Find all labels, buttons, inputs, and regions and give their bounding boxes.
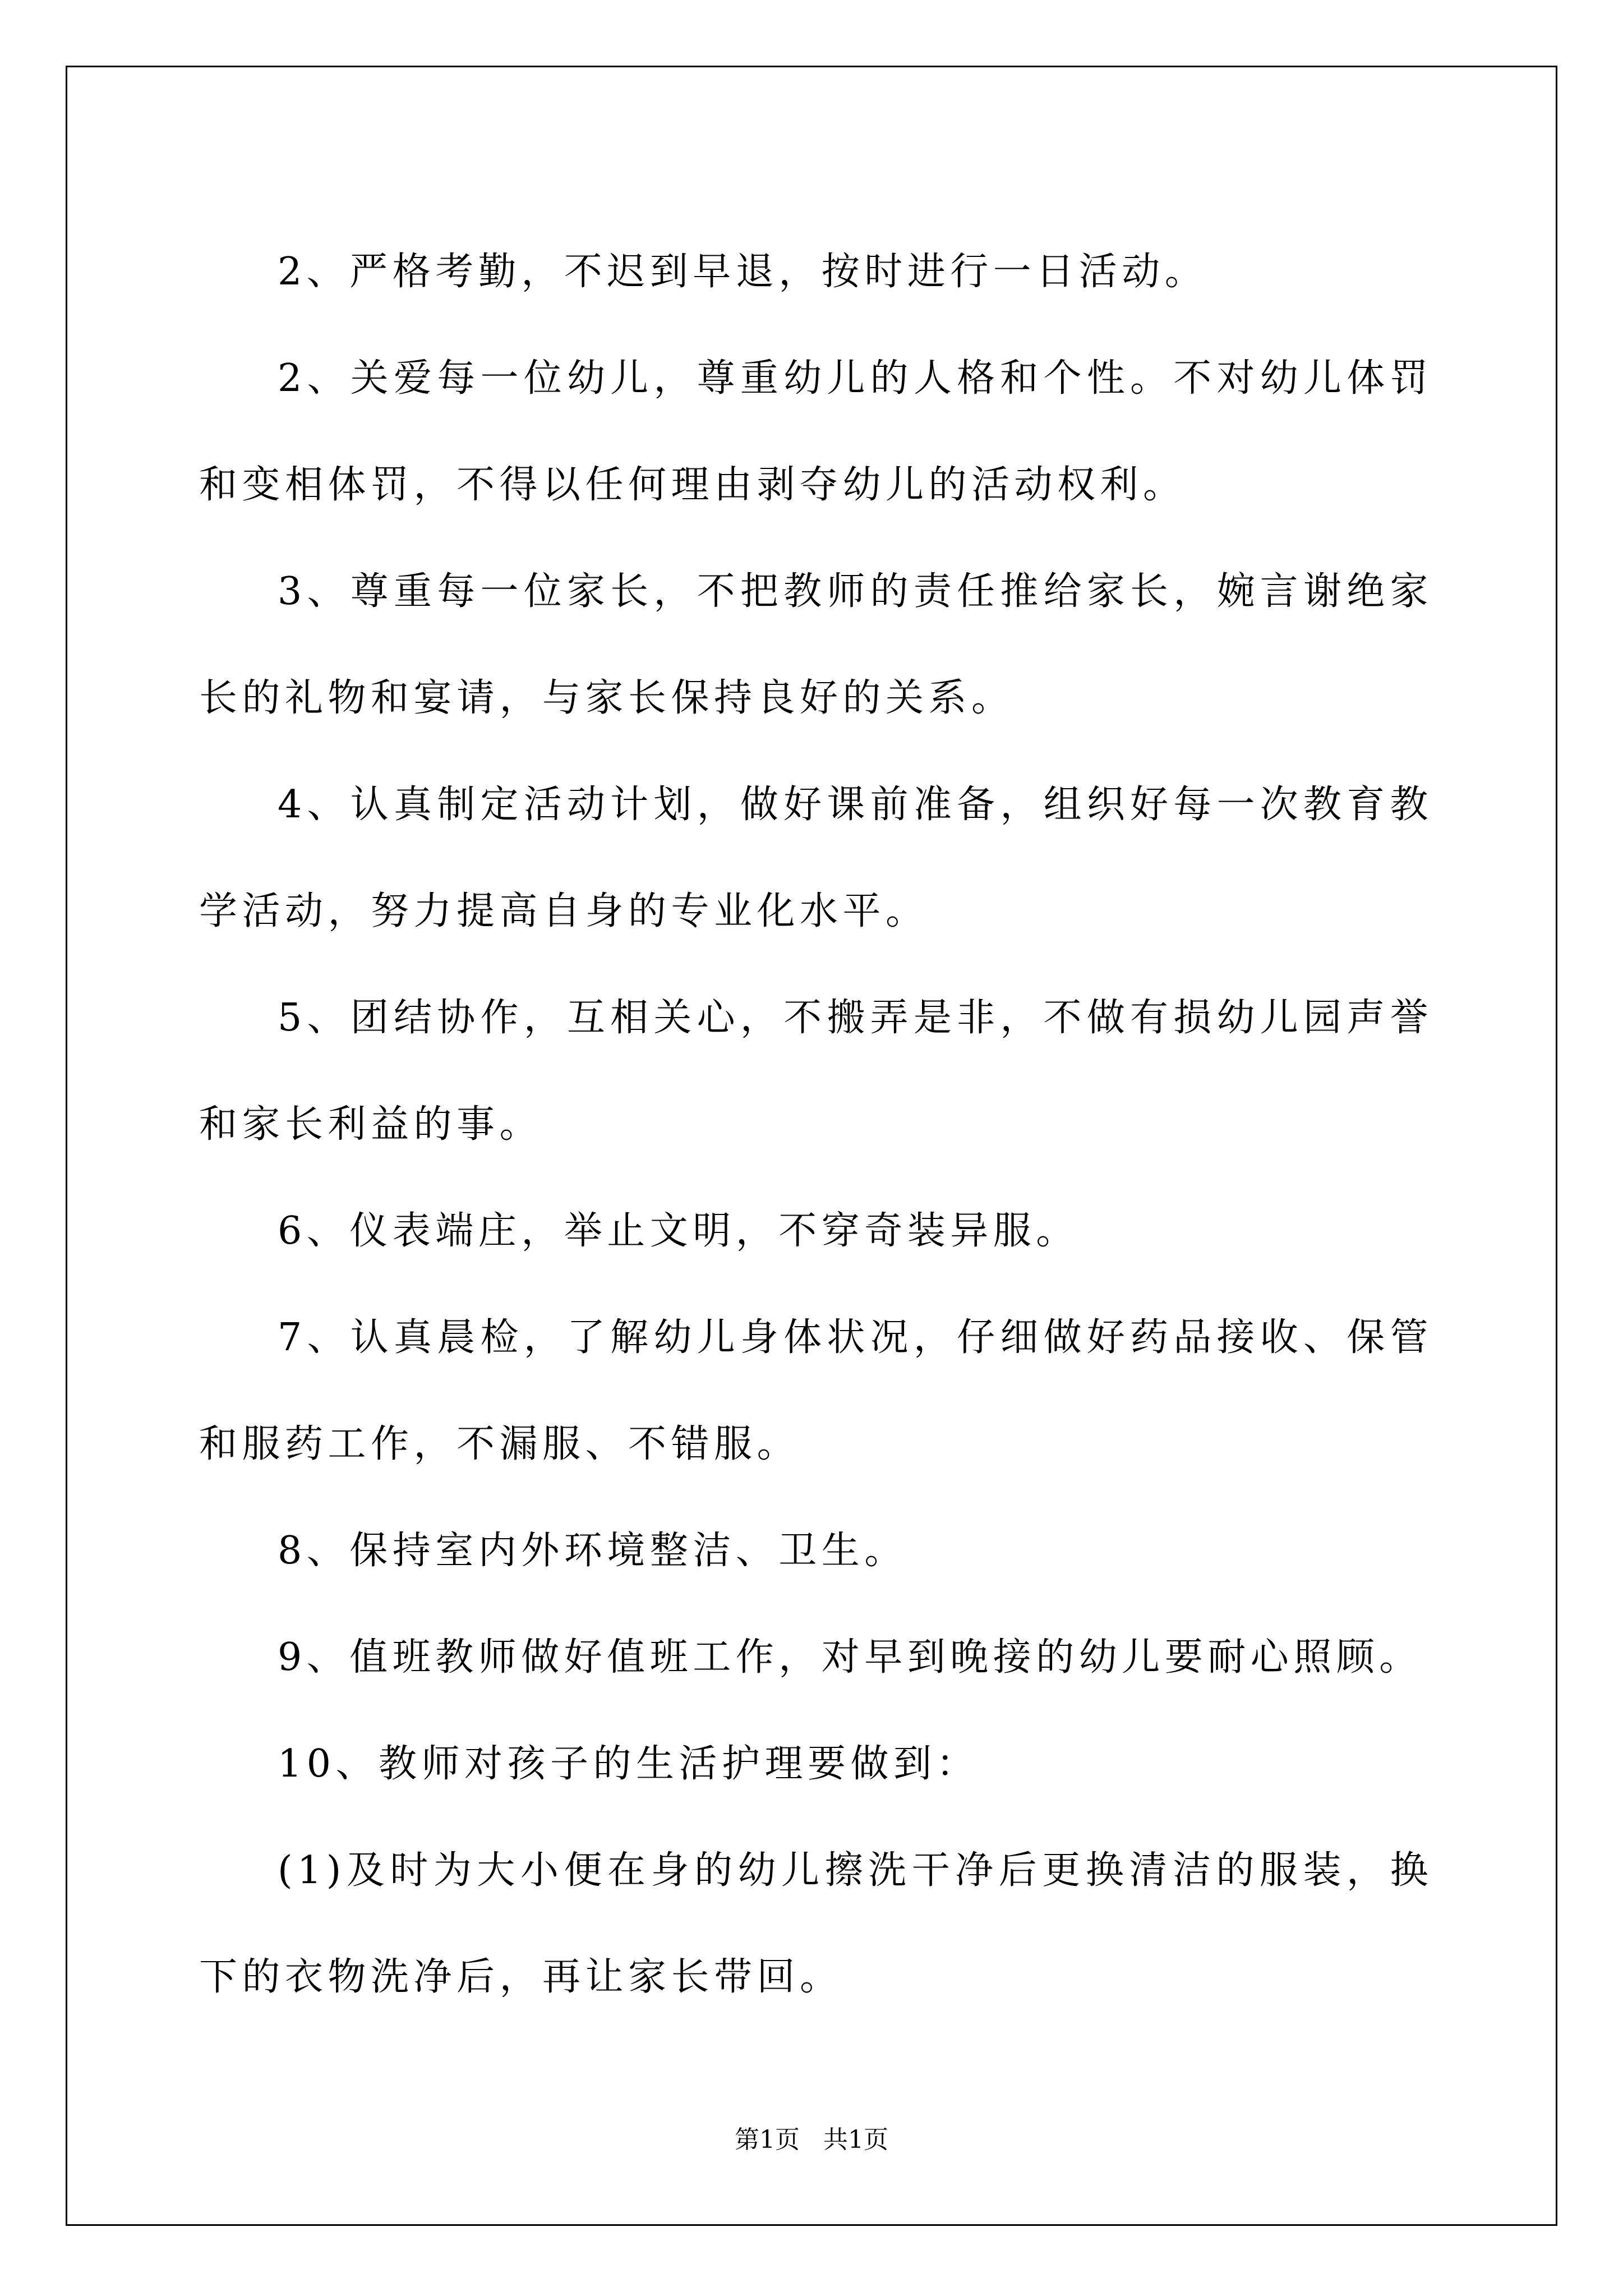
paragraph-5: 5、团结协作，互相关心，不搬弄是非，不做有损幼儿园声誉和家长利益的事。 <box>199 996 1433 1147</box>
paragraph-8: 8、保持室内外环境整洁、卫生。 <box>278 1529 907 1573</box>
paragraph-10: 10、教师对孩子的生活护理要做到： <box>278 1742 980 1786</box>
document-body <box>199 219 1433 2031</box>
paragraph-11: (1)及时为大小便在身的幼儿擦洗干净后更换清洁的服装，换下的衣物洗净后，再让家长带回。 <box>199 1848 1433 1999</box>
paragraph-4: 4、认真制定活动计划，做好课前准备，组织好每一次教育教学活动，努力提高自身的专业化水平。 <box>199 783 1433 933</box>
paragraph-9: 9、值班教师做好值班工作，对早到晚接的幼儿要耐心照顾。 <box>278 1635 1422 1680</box>
paragraph-7: 7、认真晨检，了解幼儿身体状况，仔细做好药品接收、保管和服药工作，不漏服、不错服。 <box>199 1315 1433 1466</box>
paragraph-3: 3、尊重每一位家长，不把教师的责任推给家长，婉言谢绝家长的礼物和宴请，与家长保持良好的关系。 <box>199 569 1433 720</box>
page-footer: 第1页 共1页 <box>735 2125 888 2154</box>
paragraph-2: 2、关爱每一位幼儿，尊重幼儿的人格和个性。不对幼儿体罚和变相体罚，不得以任何理由剥夺幼儿的活动权利。 <box>199 356 1433 507</box>
paragraph-1: 2、严格考勤，不迟到早退，按时进行一日活动。 <box>278 250 1208 294</box>
paragraph-6: 6、仪表端庄，举止文明，不穿奇装异服。 <box>278 1209 1079 1253</box>
